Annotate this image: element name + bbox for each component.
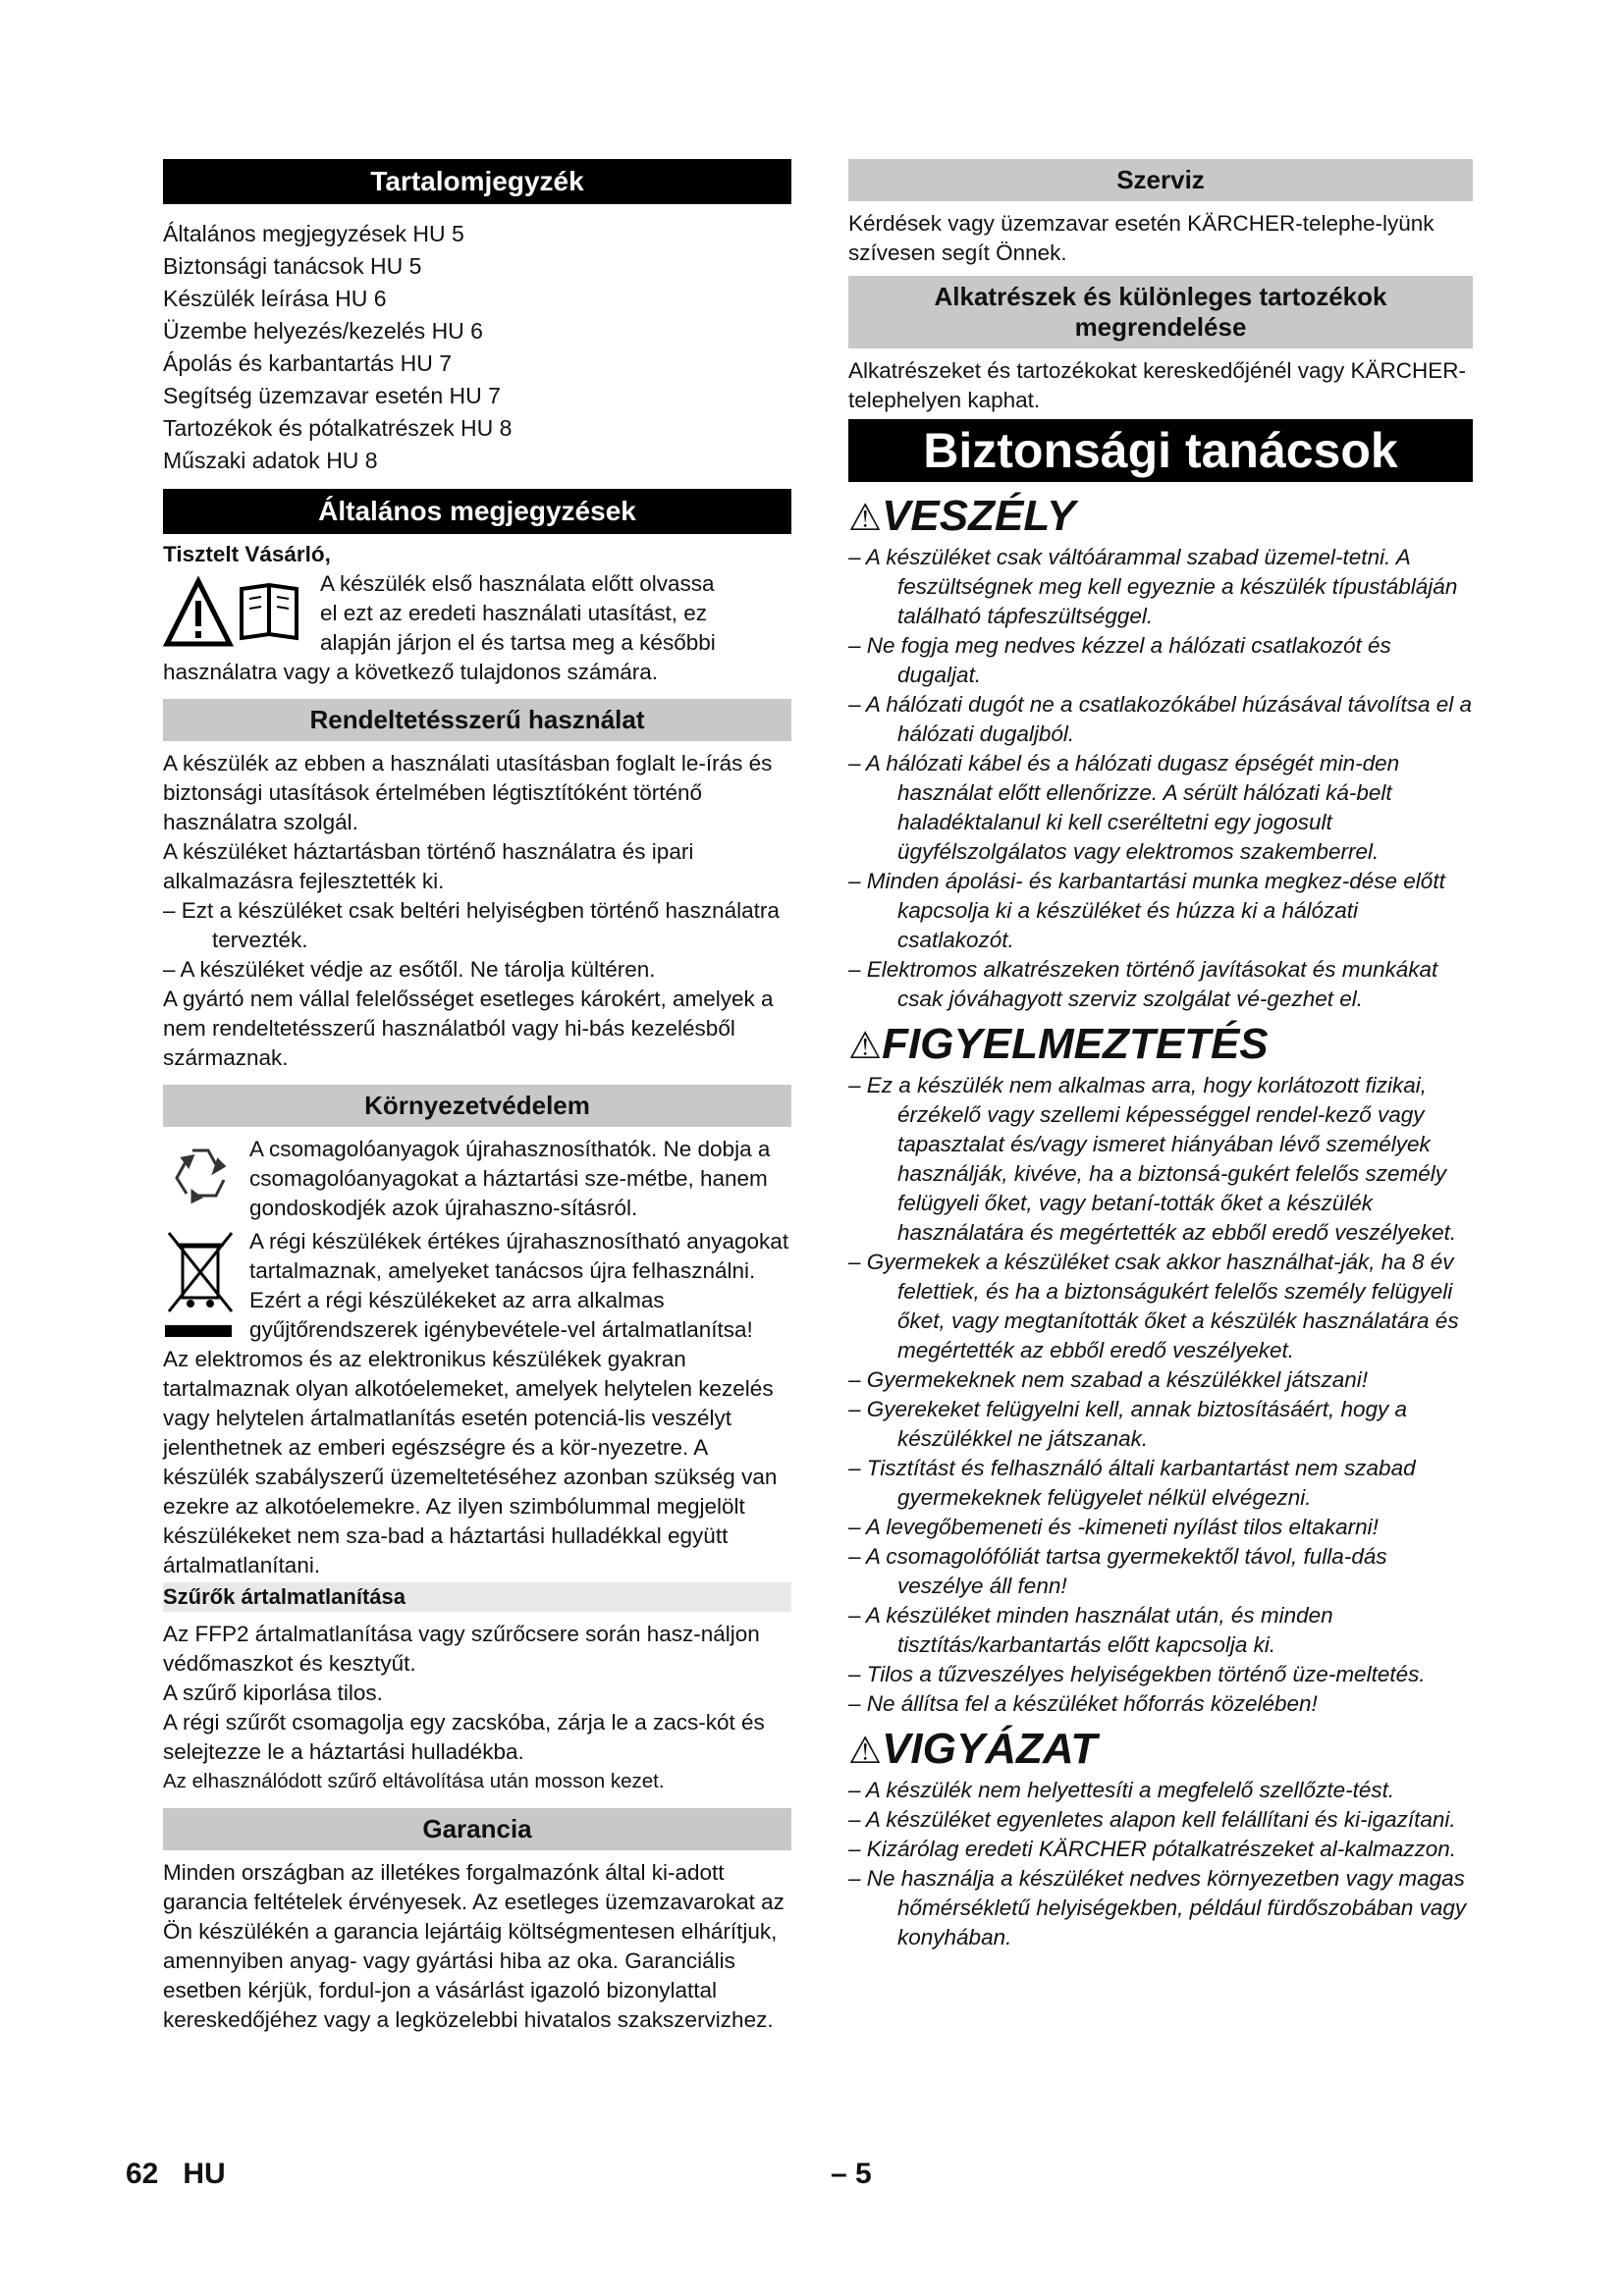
list-item: – Gyerekeket felügyelni kell, annak biztosításáért, hogy a készülékkel ne játszanak. (848, 1397, 1408, 1451)
warranty-heading: Garancia (163, 1808, 791, 1850)
intended-dash1: – Ezt a készüléket csak beltéri helyiségben történő használatra tervezték. (163, 898, 780, 952)
toc-item[interactable]: Segítség üzemzavar esetén HU 7 (163, 383, 501, 408)
caution-label: VIGYÁZAT (882, 1725, 1098, 1773)
toc-heading: Tartalomjegyzék (163, 159, 791, 204)
warning-manual-icon (163, 571, 310, 650)
page-number-value: 62 (126, 2158, 159, 2190)
parts-paragraph: Alkatrészeket és tartozékokat kereskedőjénél vagy KÄRCHER-telephelyen kaphat. (848, 358, 1467, 412)
caution-heading (848, 1723, 1473, 1776)
list-item: – Gyermekek a készüléket csak akkor használhat-ják, ha 8 év felettiek, és ha a biztonságukért felelős személy felügyeli őket, vagy megtanították őket a készülék használatára és megértették az ebből eredő veszélyeket. (848, 1250, 1459, 1362)
local-page-number: – 5 (831, 2158, 872, 2190)
toc-item[interactable]: Általános megjegyzések HU 5 (163, 221, 464, 246)
recycle-block (163, 1135, 791, 1223)
safety-heading: Biztonsági tanácsok (848, 419, 1473, 482)
danger-label: VESZÉLY (882, 492, 1076, 540)
recycle-text: A csomagolóanyagok újrahasznosíthatók. Ne dobja a csomagolóanyagokat a háztartási sze-métbe, hanem gondoskodjék azok újrahaszno-sításról. (249, 1137, 771, 1220)
list-item: – Elektromos alkatrészeken történő javításokat és munkákat csak jóváhagyott szerviz szolgálat vé-gezhet el. (848, 957, 1438, 1011)
list-item: – A készüléket egyenletes alapon kell felállítani és ki-igazítani. (848, 1807, 1456, 1832)
toc-item[interactable]: Biztonsági tanácsok HU 5 (163, 253, 422, 279)
list-item: – Minden ápolási- és karbantartási munka megkez-dése előtt kapcsolja ki a készüléket és húzza ki a hálózati csatlakozót. (848, 869, 1445, 952)
language-code: HU (183, 2158, 226, 2190)
intended-p2: A készüléket háztartásban történő használatra és ipari alkalmazásra fejlesztették ki. (163, 839, 694, 893)
weee-text: A régi készülékek értékes újrahasznosítható anyagokat tartalmaznak, amelyeket tanácsos újra felhasználni. Ezért a régi készülékeket az arra alkalmas gyűjtőrendszerek igénybevétele-vel ártalmatlanítsa! (249, 1229, 789, 1342)
danger-list (848, 543, 1473, 1014)
toc-item[interactable]: Üzembe helyezés/kezelés HU 6 (163, 318, 483, 344)
list-item: – Ne használja a készüléket nedves környezetben vagy magas hőmérsékletű helyiségekben, például fürdőszobában vagy konyhában. (848, 1866, 1467, 1949)
page-number (126, 2158, 226, 2191)
list-item: – A csomagolófóliát tartsa gyermekektől távol, fulla-dás veszélye áll fenn! (848, 1544, 1387, 1598)
crossed-bin-icon (163, 1227, 238, 1345)
service-paragraph: Kérdések vagy üzemzavar esetén KÄRCHER-telephe-lyünk szívesen segít Önnek. (848, 211, 1435, 265)
warning-triangle-icon: ⚠ (848, 1026, 883, 1067)
toc-item[interactable]: Tartozékok és pótalkatrészek HU 8 (163, 415, 513, 441)
recycle-icon (163, 1139, 238, 1213)
environment-heading: Környezetvédelem (163, 1085, 791, 1127)
toc-item[interactable]: Készülék leírása HU 6 (163, 286, 387, 311)
right-column (848, 159, 1473, 1952)
intended-p1: A készülék az ebben a használati utasításban foglalt le-írás és biztonsági utasítások értelmében légtisztítóként történő használatra szolgál. (163, 751, 773, 834)
toc-item[interactable]: Műszaki adatok HU 8 (163, 448, 378, 473)
list-item: – A hálózati kábel és a hálózati dugasz épségét min-den használat előtt ellenőrizze. A sérült hálózati ká-belt haladéktalanul ki kell cseréltetni egy jogosult ügyfélszolgálatos vagy elektromos szakemberrel. (848, 751, 1400, 864)
list-item: – Tisztítást és felhasználó általi karbantartást nem szabad gyermekeknek felügyelet nélkül elvégezni. (848, 1456, 1416, 1510)
list-item: – Ne állítsa fel a készüléket hőforrás közelében! (848, 1691, 1318, 1716)
list-item: – A levegőbemeneti és -kimeneti nyílást tilos eltakarni! (848, 1515, 1379, 1539)
list-item: – A készüléket csak váltóárammal szabad üzemel-tetni. A feszültségnek meg kell egyeznie a készülék típustábláján található tápfeszültséggel. (848, 545, 1458, 628)
intended-dash2: – A készüléket védje az esőtől. Ne tárolja kültéren. (163, 957, 656, 982)
environment-paragraph: Az elektromos és az elektronikus készülékek gyakran tartalmaznak olyan alkotóelemeket, amelyek helytelen kezelés vagy helytelen ártalmatlanítás esetén potenciá-lis veszélyt jelenthetnek az emberi egészségre és a kör-nyezetre. A készülék szabályszerű üzemeltetéséhez azonban szükség van ezekre az alkotóelemekre. Az ilyen szimbólummal megjelölt készülékeket nem sza-bad a háztartási hulladékkal együtt ártalmatlanítani. (163, 1347, 778, 1577)
list-item: – A hálózati dugót ne a csatlakozókábel húzásával távolítsa el a hálózati dugaljból. (848, 692, 1472, 746)
list-item: – Ez a készülék nem alkalmas arra, hogy korlátozott fizikai, érzékelő vagy szellemi képességgel rendel-kező vagy tapasztalat és/vagy ismeret hiányában lévő személyek használják, kivéve, ha a biztonsá-gukért felelős személy felügyeli őket, vagy betaní-tották őket a készülék használatára és megértették az ebből eredő veszélyeket. (848, 1073, 1457, 1245)
toc-list (163, 218, 791, 477)
greeting: Tisztelt Vásárló, (163, 542, 331, 566)
warning-triangle-icon: ⚠ (848, 498, 883, 539)
list-item: – Tilos a tűzveszélyes helyiségekben történő üze-meltetés. (848, 1662, 1426, 1686)
warning-triangle-icon: ⚠ (848, 1731, 883, 1772)
parts-heading: Alkatrészek és különleges tartozékok megrendelése (848, 276, 1473, 348)
warning-label: FIGYELMEZTETÉS (882, 1020, 1269, 1068)
intro-block (163, 569, 791, 658)
weee-block (163, 1227, 791, 1345)
intro-line: alapján járjon el és tartsa meg a későbbi (320, 630, 716, 655)
filters-p2: A szűrő kiporlása tilos. (163, 1681, 383, 1705)
warning-heading (848, 1018, 1473, 1071)
intro-line: A készülék első használata előtt olvassa (320, 571, 715, 596)
caution-list (848, 1776, 1473, 1952)
intended-use-heading: Rendeltetésszerű használat (163, 699, 791, 741)
list-item: – Kizárólag eredeti KÄRCHER pótalkatrészeket al-kalmazzon. (848, 1837, 1457, 1861)
list-item: – Gyermekeknek nem szabad a készülékkel játszani! (848, 1367, 1369, 1392)
left-column (163, 159, 791, 2035)
filters-heading: Szűrők ártalmatlanítása (163, 1582, 791, 1612)
service-heading: Szerviz (848, 159, 1473, 201)
intro-line: el ezt az eredeti használati utasítást, ez (320, 601, 707, 625)
intro-last-line: használatra vagy a következő tulajdonos számára. (163, 660, 659, 684)
list-item: – Ne fogja meg nedves kézzel a hálózati csatlakozót és dugaljat. (848, 633, 1391, 687)
general-heading: Általános megjegyzések (163, 489, 791, 534)
warning-list (848, 1071, 1473, 1719)
list-item: – A készüléket minden használat után, és minden tisztítás/karbantartás előtt kapcsolja ki. (848, 1603, 1333, 1657)
intended-p3: A gyártó nem vállal felelősséget esetleges károkért, amelyek a nem rendeltetésszerű használatból vagy hi-bás kezelésből származnak. (163, 987, 774, 1070)
filters-p1: Az FFP2 ártalmatlanítása vagy szűrőcsere során hasz-náljon védőmaszkot és kesztyűt. (163, 1622, 760, 1676)
warranty-paragraph: Minden országban az illetékes forgalmazónk által ki-adott garancia feltételek érvényesek. Az esetleges üzemzavarokat az Ön készülékén a garancia lejártáig költségmentesen elhárítjuk, amennyiben anyag- vagy gyártási hiba az oka. Garanciális esetben kérjük, fordul-jon a vásárlást igazoló bizonylattal kereskedőjéhez vagy a legközelebbi hivatalos szakszervizhez. (163, 1860, 785, 2032)
filters-p4: Az elhasználódott szűrő eltávolítása után mosson kezet. (163, 1770, 665, 1792)
list-item: – A készülék nem helyettesíti a megfelelő szellőzte-tést. (848, 1778, 1395, 1802)
danger-heading (848, 490, 1473, 543)
filters-p3: A régi szűrőt csomagolja egy zacskóba, zárja le a zacs-kót és selejtezze le a háztartási hulladékba. (163, 1710, 765, 1764)
toc-item[interactable]: Ápolás és karbantartás HU 7 (163, 350, 453, 376)
